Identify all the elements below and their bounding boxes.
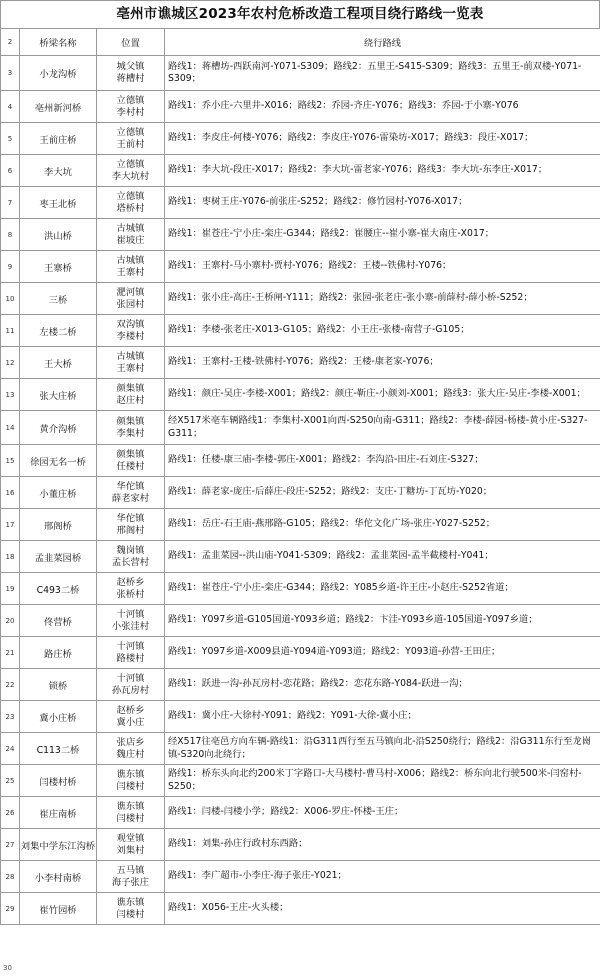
location-town: 双沟镇 (116, 318, 145, 330)
location-village: 冀小庄 (116, 716, 145, 728)
route-cell: 路线1：李皮庄-何楼-Y076；路线2：李皮庄-Y076-雷染坊-X017；路线3：段庄-X017； (165, 123, 600, 155)
table-row (1, 123, 600, 155)
row-number: 4 (1, 91, 20, 123)
route-cell: 路线1：任楼-康三庙-李楼-郭庄-X001；路线2：李沟沿-田庄-石刘庄-S327； (165, 445, 600, 477)
bridge-name-cell: 李大坑 (20, 155, 97, 187)
location-cell (97, 155, 165, 187)
table-row (1, 219, 600, 251)
location-cell (97, 733, 165, 765)
route-cell: 路线1：薛老家-庞庄-后薛庄-段庄-S252；路线2：支庄-丁糖坊-丁瓦坊-Y020； (165, 477, 600, 509)
location-cell (97, 541, 165, 573)
table-row (1, 379, 600, 411)
bridge-name-cell: 小龙沟桥 (20, 56, 97, 91)
header-row (1, 29, 600, 56)
location-village: 孙瓦房村 (111, 684, 150, 696)
location-town: 颜集镇 (116, 448, 145, 460)
route-cell: 路线1：Y097乡道-G105国道-Y093乡道；路线2：卞洼-Y093乡道-105国道-Y097乡道； (165, 605, 600, 637)
bridge-name-cell: 三桥 (20, 283, 97, 315)
location-village: 孟长营村 (111, 556, 150, 568)
bridge-name-cell: 枣王北桥 (20, 187, 97, 219)
table-row (1, 605, 600, 637)
table-row (1, 541, 600, 573)
table-row (1, 187, 600, 219)
location-village: 路楼村 (116, 652, 145, 664)
location-cell (97, 445, 165, 477)
table-row (1, 829, 600, 861)
route-cell: 经X517往亳邑方向车辆-路线1：沿G311西行至五马镇向北-沿S250绕行；路线2：沿G311东行至龙崗镇-S320向北绕行； (165, 733, 600, 765)
location-town: 五马镇 (116, 864, 145, 876)
location-cell (97, 187, 165, 219)
bridge-detour-table (0, 28, 600, 925)
location-town: 淝河镇 (116, 286, 145, 298)
route-cell: 路线1：李广超市-小李庄-海子张庄-Y021； (165, 861, 600, 893)
route-cell: 路线1：闫楼-闫楼小学；路线2：X006-罗庄-怀楼-王庄； (165, 797, 600, 829)
location-cell (97, 56, 165, 91)
bridge-name-cell: 小李村南桥 (20, 861, 97, 893)
row-number: 23 (1, 701, 20, 733)
table-row (1, 155, 600, 187)
route-cell: 路线1：李大坑-段庄-X017；路线2：李大坑-雷老家-Y076；路线3：李大坑-东李庄-X017； (165, 155, 600, 187)
location-town: 张店乡 (116, 736, 145, 748)
location-village: 薛老家村 (111, 492, 150, 504)
table-row (1, 765, 600, 797)
location-town: 立德镇 (116, 94, 145, 106)
location-town: 颜集镇 (116, 415, 145, 427)
location-town: 城父镇 (116, 61, 145, 72)
route-cell: 路线1：王寨村-王楼-铁佛村-Y076；路线2：王楼-康老家-Y076； (165, 347, 600, 379)
location-cell (97, 477, 165, 509)
row-number: 15 (1, 445, 20, 477)
route-cell: 路线1：X056-王庄-火头楼； (165, 893, 600, 925)
location-town: 十河镇 (116, 640, 145, 652)
bridge-name-cell: 邢阁桥 (20, 509, 97, 541)
bridge-name-cell: 崔竹园桥 (20, 893, 97, 925)
row-number: 13 (1, 379, 20, 411)
row-number: 5 (1, 123, 20, 155)
location-village: 小张洼村 (111, 620, 150, 632)
row-number: 17 (1, 509, 20, 541)
route-cell: 路线1：张小庄-高庄-王桥闸-Y111；路线2：张园-张老庄-张小寨-前薛村-薛小桥-S252； (165, 283, 600, 315)
location-cell (97, 509, 165, 541)
location-village: 赵庄村 (116, 394, 145, 406)
location-village: 崔坡庄 (116, 234, 145, 246)
table-row (1, 509, 600, 541)
location-cell (97, 283, 165, 315)
location-village: 李村村 (116, 106, 145, 118)
bridge-name-cell: 刘集中学东江沟桥 (20, 829, 97, 861)
table-row (1, 701, 600, 733)
location-village: 刘集村 (116, 844, 145, 856)
location-town: 华佗镇 (116, 480, 145, 492)
location-village: 李楼村 (116, 330, 145, 342)
row-number: 29 (1, 893, 20, 925)
bridge-name-cell: C113二桥 (20, 733, 97, 765)
row-number: 3 (1, 56, 20, 91)
table-row (1, 283, 600, 315)
bridge-name-cell: 路庄桥 (20, 637, 97, 669)
route-cell: 路线1：蒋槽坊-西跃南河-Y071-S309；路线2：五里王-S415-S309；路线3：五里王-前双楼-Y071-S309； (165, 56, 600, 91)
row-number: 26 (1, 797, 20, 829)
route-cell: 经X517米亳车辆路线1：李集村-X001向西-S250向南-G311；路线2：李楼-薛园-杨楼-黄小庄-S327-G311； (165, 411, 600, 445)
table-row (1, 893, 600, 925)
bridge-name-cell: 黄介沟桥 (20, 411, 97, 445)
location-village: 邢阁村 (116, 524, 145, 536)
route-cell: 路线1：颜庄-吴庄-李楼-X001；路线2：颜庄-靳庄-小颜刘-X001；路线3：张大庄-吴庄-李楼-X001； (165, 379, 600, 411)
location-cell (97, 765, 165, 797)
location-town: 观堂镇 (116, 832, 145, 844)
route-cell: 路线1：王寨村-马小寨村-贾村-Y076；路线2：王楼--铁佛村-Y076； (165, 251, 600, 283)
row-number: 24 (1, 733, 20, 765)
location-cell (97, 669, 165, 701)
row-number: 18 (1, 541, 20, 573)
location-cell (97, 347, 165, 379)
location-village: 塔桥村 (116, 202, 145, 214)
row-number: 22 (1, 669, 20, 701)
bridge-name-cell: 王前庄桥 (20, 123, 97, 155)
table-row (1, 573, 600, 605)
location-cell (97, 123, 165, 155)
location-village: 海子张庄 (111, 876, 150, 888)
bridge-name-cell: C493二桥 (20, 573, 97, 605)
row-number: 14 (1, 411, 20, 445)
location-village: 王寨村 (116, 362, 145, 374)
table-row (1, 347, 600, 379)
route-cell: 路线1：岳庄-石王庙-燕邢路-G105；路线2：华佗文化广场-张庄-Y027-S252； (165, 509, 600, 541)
bridge-name-cell: 闫楼村桥 (20, 765, 97, 797)
route-cell: 路线1：李楼-张老庄-X013-G105；路线2：小王庄-张楼-南营子-G105； (165, 315, 600, 347)
row-number: 20 (1, 605, 20, 637)
location-village: 张桥村 (116, 588, 145, 600)
location-cell (97, 605, 165, 637)
table-row (1, 797, 600, 829)
table-row (1, 669, 600, 701)
row-number: 27 (1, 829, 20, 861)
route-cell: 路线1：桥东头向北约200米丁字路口-大马楼村-曹马村-X006；路线2：桥东向北行驶500米-闫窑村-S250； (165, 765, 600, 797)
header-route: 绕行路线 (165, 29, 600, 56)
route-cell: 路线1：孟韭菜园--洪山庙-Y041-S309；路线2：孟韭菜园-孟半截楼村-Y041； (165, 541, 600, 573)
location-town: 立德镇 (116, 126, 145, 138)
location-village: 闫楼村 (116, 780, 145, 792)
location-village: 魏庄村 (116, 748, 145, 760)
location-cell (97, 637, 165, 669)
table-row (1, 411, 600, 445)
location-cell (97, 411, 165, 445)
location-village: 闫楼村 (116, 812, 145, 824)
route-cell: 路线1：崔苍庄-宁小庄-栾庄-G344；路线2：Y085乡道-许王庄-小赵庄-S252省道； (165, 573, 600, 605)
route-cell: 路线1：刘集-孙庄行政村东西路； (165, 829, 600, 861)
bridge-name-cell: 佟营桥 (20, 605, 97, 637)
location-town: 赵桥乡 (116, 576, 145, 588)
row-number: 7 (1, 187, 20, 219)
bridge-name-cell: 左楼二桥 (20, 315, 97, 347)
row-number: 28 (1, 861, 20, 893)
location-village: 李集村 (116, 427, 145, 439)
row-number: 10 (1, 283, 20, 315)
location-town: 立德镇 (116, 158, 145, 170)
location-cell (97, 315, 165, 347)
table-row (1, 315, 600, 347)
table-row (1, 91, 600, 123)
table-row (1, 56, 600, 91)
row-number: 19 (1, 573, 20, 605)
header-bridge-name: 桥梁名称 (20, 29, 97, 56)
location-cell (97, 861, 165, 893)
location-town: 谯东镇 (116, 800, 145, 812)
row-number: 12 (1, 347, 20, 379)
bridge-name-cell: 王大桥 (20, 347, 97, 379)
location-cell (97, 573, 165, 605)
sheet-title: 亳州市谯城区2023年农村危桥改造工程项目绕行路线一览表 (0, 0, 600, 28)
location-town: 颜集镇 (116, 382, 145, 394)
header-location: 位置 (97, 29, 165, 56)
location-town: 古城镇 (116, 350, 145, 362)
bridge-name-cell: 洪山桥 (20, 219, 97, 251)
location-town: 谯东镇 (116, 768, 145, 780)
row-number: 16 (1, 477, 20, 509)
bridge-name-cell: 王寨桥 (20, 251, 97, 283)
location-cell (97, 893, 165, 925)
location-village: 任楼村 (116, 460, 145, 472)
location-village: 张园村 (116, 298, 145, 310)
location-town: 古城镇 (116, 222, 145, 234)
route-cell: 路线1：崔苍庄-宁小庄-栾庄-G344；路线2：崔腰庄--崔小寨-崔大南庄-X017； (165, 219, 600, 251)
location-town: 魏岗镇 (116, 544, 145, 556)
table-row (1, 477, 600, 509)
location-village: 蒋槽村 (116, 73, 145, 84)
location-cell (97, 379, 165, 411)
bridge-name-cell: 徐园无名一桥 (20, 445, 97, 477)
location-town: 赵桥乡 (116, 704, 145, 716)
bridge-name-cell: 冀小庄桥 (20, 701, 97, 733)
location-town: 十河镇 (116, 672, 145, 684)
route-cell: 路线1：乔小庄-六里井-X016；路线2：乔园-齐庄-Y076；路线3：乔园-于小寨-Y076 (165, 91, 600, 123)
table-row (1, 251, 600, 283)
route-cell: 路线1：冀小庄-大徐村-Y091；路线2：Y091-大徐-冀小庄； (165, 701, 600, 733)
location-cell (97, 829, 165, 861)
row-number: 6 (1, 155, 20, 187)
location-cell (97, 219, 165, 251)
table-row (1, 445, 600, 477)
bridge-name-cell: 锁桥 (20, 669, 97, 701)
location-town: 立德镇 (116, 190, 145, 202)
row-number: 21 (1, 637, 20, 669)
bridge-name-cell: 张大庄桥 (20, 379, 97, 411)
row-number: 2 (1, 29, 20, 56)
location-cell (97, 701, 165, 733)
bridge-name-cell: 小董庄桥 (20, 477, 97, 509)
location-cell (97, 91, 165, 123)
row-number: 25 (1, 765, 20, 797)
location-town: 古城镇 (116, 254, 145, 266)
location-village: 李大坑村 (111, 170, 150, 182)
route-cell: 路线1：枣树王庄-Y076-前张庄-S252；路线2：修竹园村-Y076-X017； (165, 187, 600, 219)
location-village: 闫楼村 (116, 908, 145, 920)
location-cell (97, 251, 165, 283)
location-town: 十河镇 (116, 608, 145, 620)
location-village: 王前村 (116, 138, 145, 150)
location-town: 谯东镇 (116, 896, 145, 908)
location-town: 华佗镇 (116, 512, 145, 524)
location-village: 王寨村 (116, 266, 145, 278)
bridge-name-cell: 亳州新河桥 (20, 91, 97, 123)
row-number-30: 30 (3, 964, 12, 972)
table-row (1, 733, 600, 765)
location-cell (97, 797, 165, 829)
table-row (1, 637, 600, 669)
row-number: 9 (1, 251, 20, 283)
bridge-name-cell: 崔庄南桥 (20, 797, 97, 829)
row-number: 8 (1, 219, 20, 251)
bridge-name-cell: 孟韭菜园桥 (20, 541, 97, 573)
row-number: 11 (1, 315, 20, 347)
route-cell: 路线1：Y097乡道-X009县道-Y094道-Y093道；路线2：Y093道-孙营-王田庄； (165, 637, 600, 669)
route-cell: 路线1：跃进一沟-孙瓦房村-恋花路；路线2：恋花东路-Y084-跃进一沟； (165, 669, 600, 701)
table-row (1, 861, 600, 893)
